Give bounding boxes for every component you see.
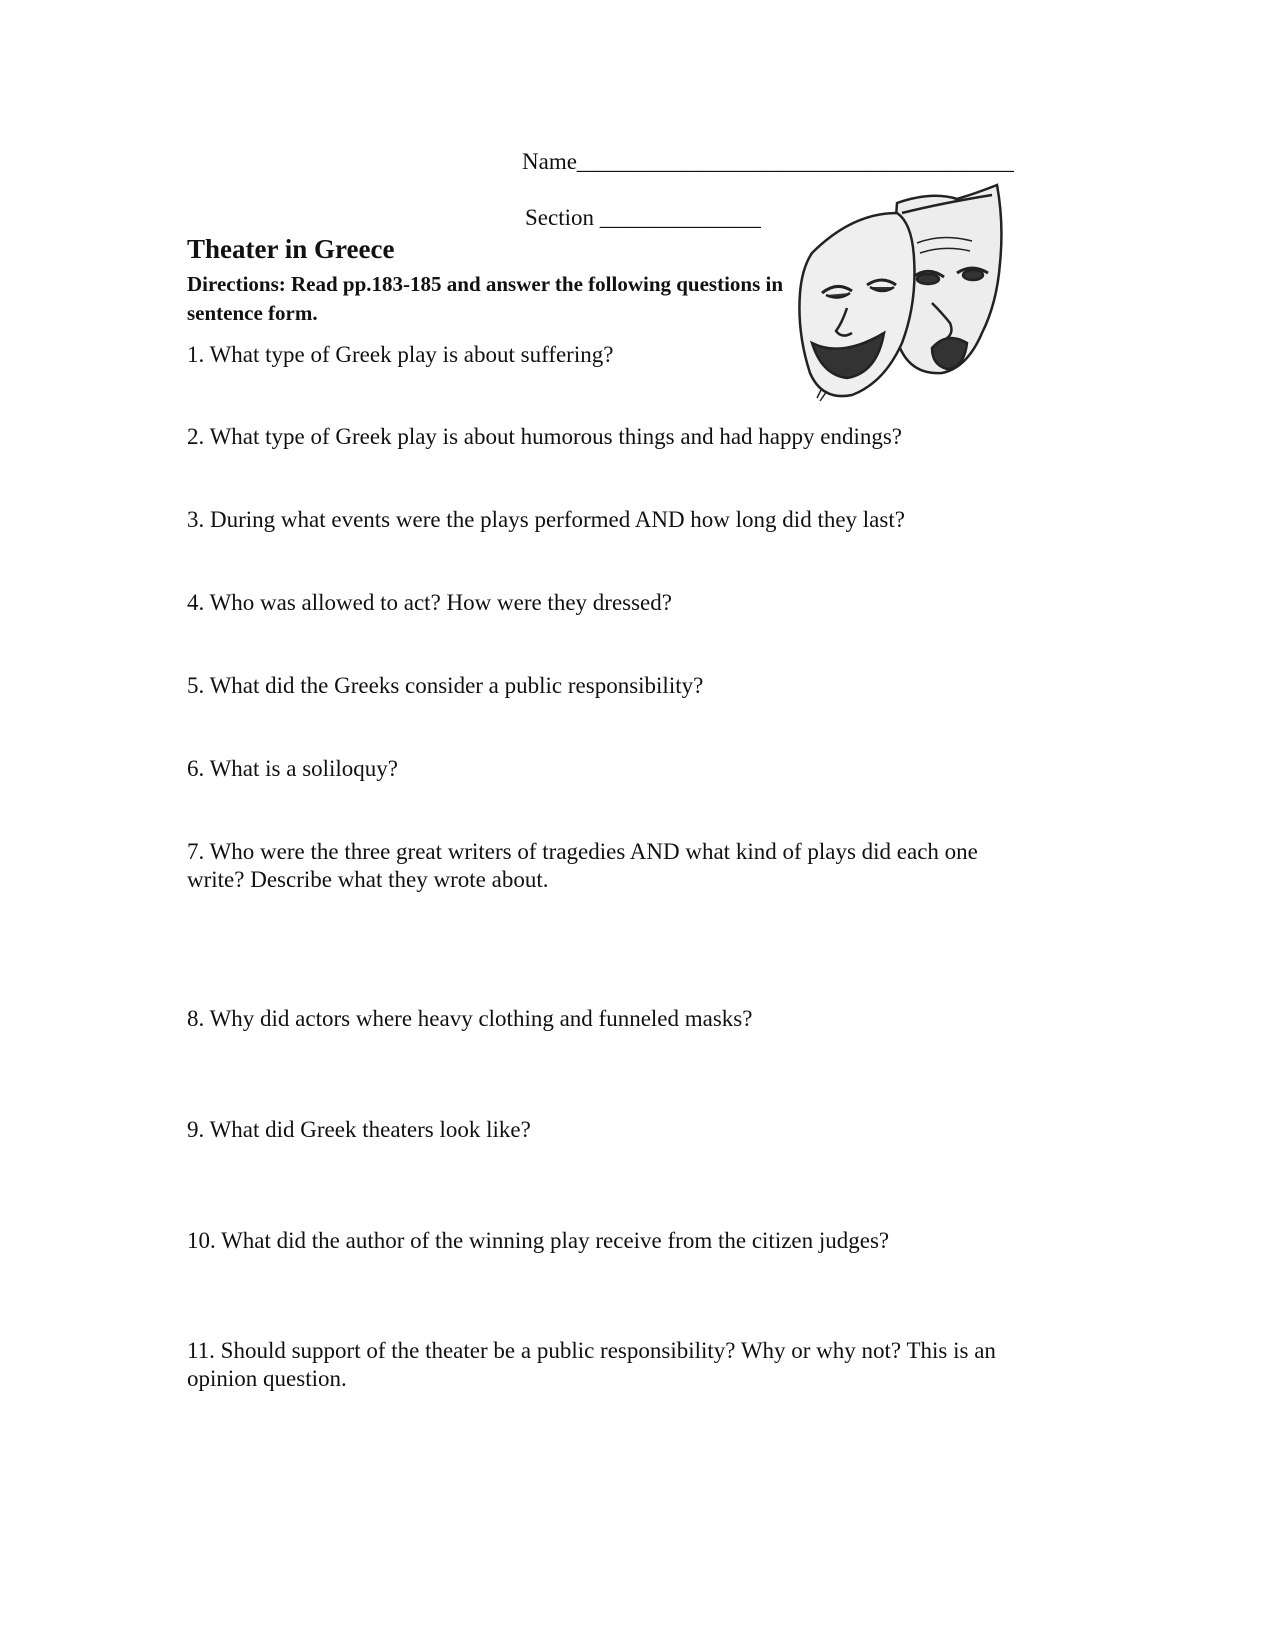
section-field-label[interactable]: Section ______________ [525, 205, 761, 230]
name-field-label[interactable]: Name______________________________________ [522, 149, 1014, 174]
question-7-line-1: 7. Who were the three great writers of tragedies AND what kind of plays did each one [187, 839, 978, 864]
question-1: 1. What type of Greek play is about suffering? [187, 342, 614, 367]
comedy-mask-icon [799, 213, 914, 401]
directions-text: Directions: Read pp.183-185 and answer the following questions in sentence form. [187, 272, 784, 325]
question-9: 9. What did Greek theaters look like? [187, 1117, 531, 1142]
page-title: Theater in Greece [187, 234, 395, 264]
question-2: 2. What type of Greek play is about humorous things and had happy endings? [187, 424, 902, 449]
question-3: 3. During what events were the plays performed AND how long did they last? [187, 507, 905, 532]
question-5: 5. What did the Greeks consider a public responsibility? [187, 673, 704, 698]
comedy-tragedy-masks-icon [792, 183, 1052, 413]
question-4: 4. Who was allowed to act? How were they dressed? [187, 590, 672, 615]
question-8: 8. Why did actors where heavy clothing and funneled masks? [187, 1006, 753, 1031]
question-11-line-2: opinion question. [187, 1366, 347, 1391]
question-6: 6. What is a soliloquy? [187, 756, 399, 781]
question-7-line-2: write? Describe what they wrote about. [187, 867, 549, 892]
question-11-line-1: 11. Should support of the theater be a public responsibility? Why or why not? This is an [187, 1338, 996, 1363]
question-10: 10. What did the author of the winning play receive from the citizen judges? [187, 1228, 890, 1253]
